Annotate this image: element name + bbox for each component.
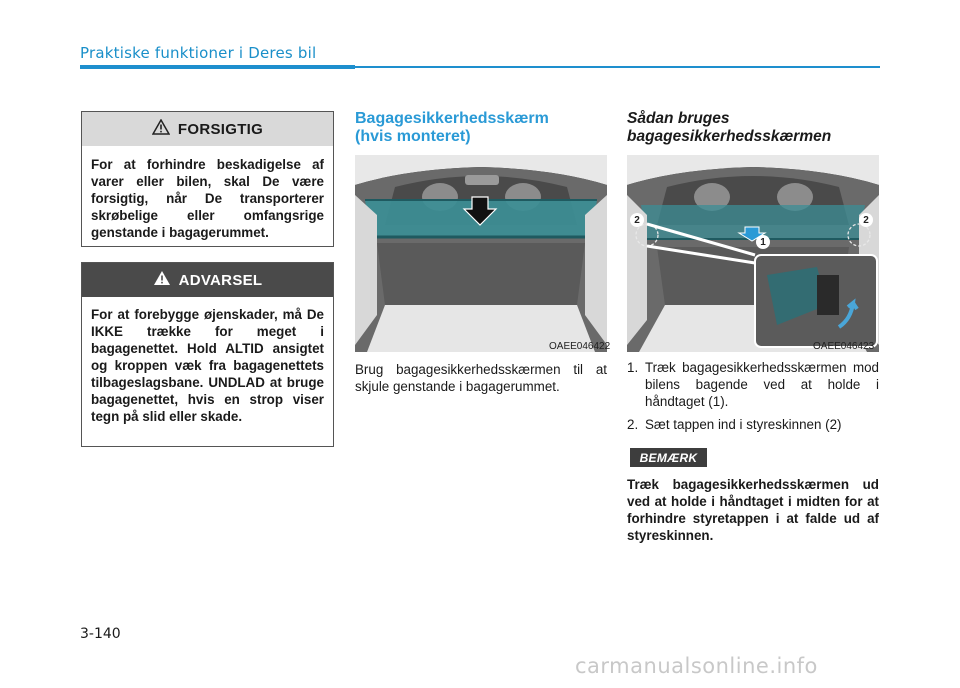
cargo-cover-photo [355,155,607,352]
caution-header [82,112,333,146]
caution-box [81,111,334,247]
cargo-cover-heading-line2: (hvis monteret) [355,128,471,145]
cargo-cover-usage-photo [627,155,879,352]
warning-header [82,263,333,297]
cargo-cover-heading [355,110,607,146]
warning-text: For at forebygge øjenskader, må De IKKE trække for meget i bagagenettet. Hold ALTID ansigtet og kroppen væk fra bagagenettets tilbageslagsbane. UNDLAD at bruge bagagenettet, hvis en strop viser tegn på slid eller skade. [91,307,324,424]
how-to-heading-line2: bagagesikkerhedsskærmen [627,128,832,145]
note-text: Træk bagagesikkerhedsskærmen ud ved at holde i håndtaget i midten for at forhindre styretappen i at falde ud af styreskinnen. [627,477,879,543]
warning-title: ADVARSEL [178,271,263,289]
note-badge: BEMÆRK [630,448,707,467]
callout-2-right-badge: 2 [859,213,873,227]
caution-title: FORSIGTIG [177,120,264,138]
warning-box [81,262,334,447]
caution-text: For at forhindre beskadigelse af varer eller bilen, skal De være forsigtig, når De transporterer skrøbelige eller omfangsrige genstande i bagagerummet. [91,157,324,240]
header-rule-thin [355,66,880,68]
how-to-heading-line1: Sådan bruges [627,110,730,127]
warning-triangle-icon [153,270,171,290]
watermark-text: carmanualsonline.info [575,654,818,678]
step-number: 1. [627,360,639,375]
cargo-cover-heading-line1: Bagagesikkerhedsskærm [355,110,549,127]
header-rule-thick [80,65,355,69]
how-to-heading [627,110,879,146]
callout-1-badge: 1 [756,235,770,249]
right-image-caption: OAEE046423 [813,341,875,352]
step-item [627,416,879,433]
page-number: 3-140 [80,626,121,642]
middle-image-caption: OAEE046422 [549,341,611,352]
cargo-cover-description: Brug bagagesikkerhedsskærmen til at skjule genstande i bagagerummet. [355,362,607,394]
step-text: Sæt tappen ind i styreskinnen (2) [645,417,842,432]
usage-steps [627,359,879,439]
step-item [627,359,879,410]
caution-triangle-icon [152,119,170,139]
callout-2-left-badge: 2 [630,213,644,227]
step-text: Træk bagagesikkerhedsskærmen mod bilens bagende ved at holde i håndtaget (1). [645,360,879,409]
step-number: 2. [627,417,639,432]
section-title: Praktiske funktioner i Deres bil [80,44,317,62]
